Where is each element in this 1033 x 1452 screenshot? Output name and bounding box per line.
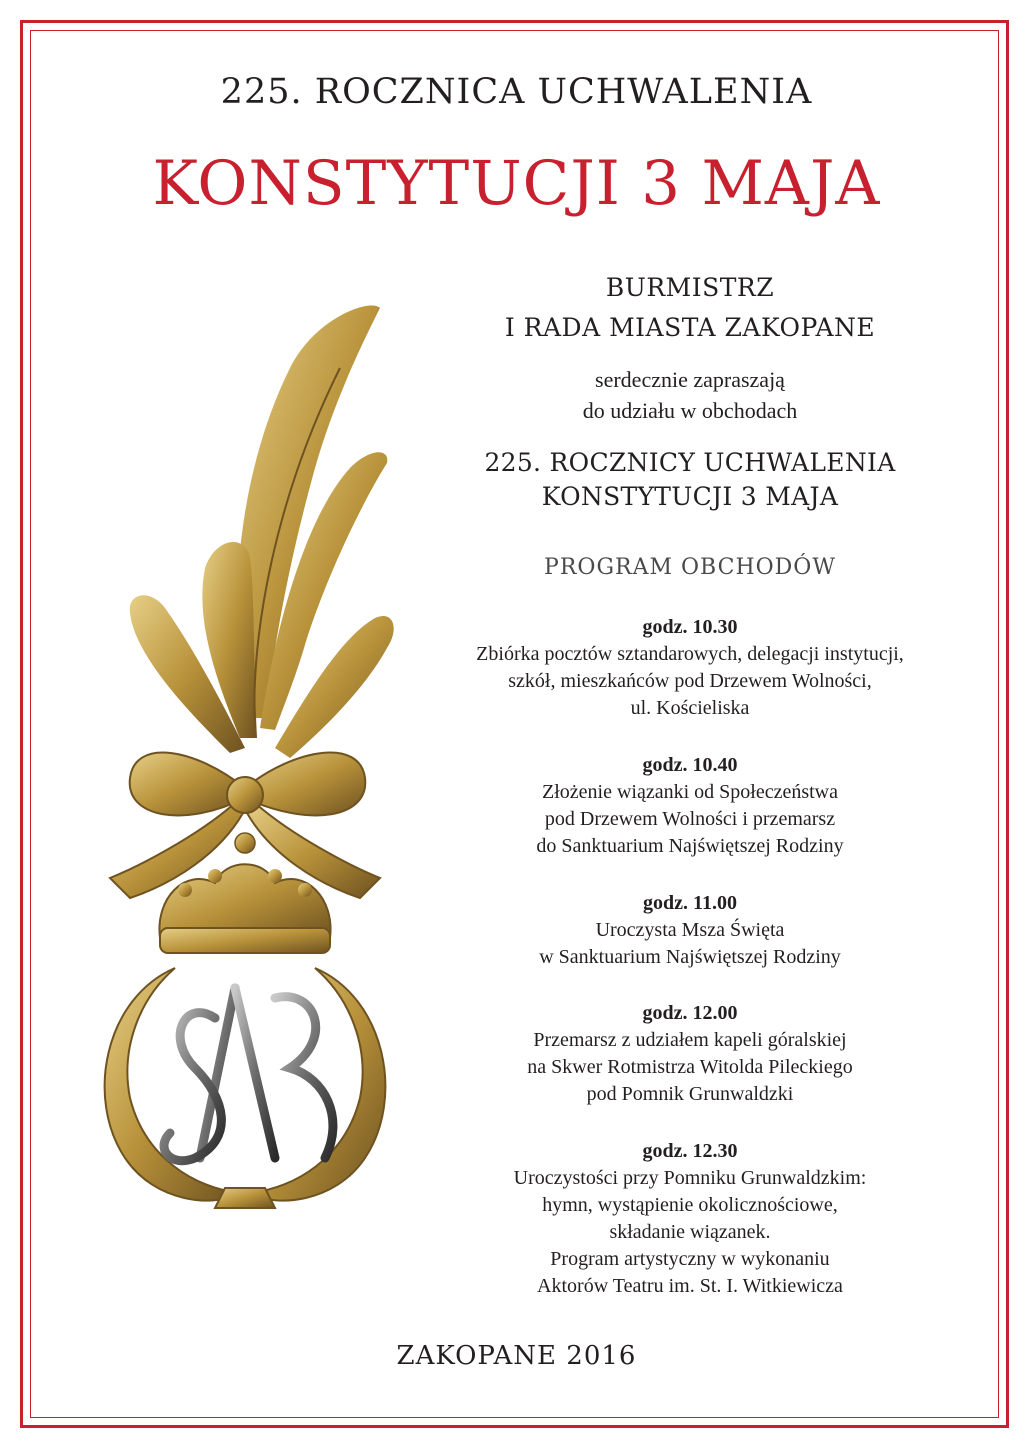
invite-block — [425, 364, 955, 426]
program-item-time: godz. 12.30 — [642, 1140, 738, 1162]
program-item-line: na Skwer Rotmistrza Witolda Pileckiego — [527, 1056, 853, 1078]
program-item — [425, 752, 955, 860]
program-item-time: godz. 11.00 — [643, 892, 737, 914]
program-item-line: w Sanktuarium Najświętszej Rodziny — [539, 946, 841, 968]
event-line-2: KONSTYTUCJI 3 MAJA — [541, 482, 839, 511]
program-item-line: Aktorów Teatru im. St. I. Witkiewicza — [537, 1275, 843, 1297]
program-item-line: Program artystyczny w wykonaniu — [550, 1248, 830, 1270]
program-item-line: do Sanktuarium Najświętszej Rodziny — [536, 835, 844, 857]
program-item — [425, 1000, 955, 1108]
event-line-1: 225. ROCZNICY UCHWALENIA — [484, 448, 896, 477]
page-title-main: KONSTYTUCJI 3 MAJA — [152, 148, 881, 219]
program-item-line: Zbiórka pocztów sztandarowych, delegacji instytucji, — [476, 643, 904, 665]
host-block — [425, 268, 955, 348]
program-title: PROGRAM OBCHODÓW — [544, 555, 836, 580]
program-item-line: szkół, mieszkańców pod Drzewem Wolności, — [508, 670, 872, 692]
program-item-line: pod Drzewem Wolności i przemarsz — [544, 808, 836, 830]
host-line-1: BURMISTRZ — [605, 273, 775, 302]
page-title-top: 225. ROCZNICA UCHWALENIA — [220, 72, 813, 112]
plume-icon — [130, 306, 394, 759]
program-item-time: godz. 10.30 — [642, 616, 738, 638]
program-item-time: godz. 10.40 — [642, 754, 738, 776]
host-line-2: I RADA MIASTA ZAKOPANE — [504, 313, 876, 342]
royal-plume-emblem-icon — [75, 298, 420, 1228]
program-item-line: ul. Kościeliska — [630, 697, 750, 719]
program-item-line: pod Pomnik Grunwaldzki — [586, 1083, 794, 1105]
program-item — [425, 1138, 955, 1300]
program-item-line: Uroczysta Msza Święta — [595, 919, 785, 941]
monogram-icon — [164, 988, 333, 1161]
program-item — [425, 614, 955, 722]
program-item-time: godz. 12.00 — [642, 1002, 738, 1024]
invite-line-1: serdecznie zapraszają — [595, 367, 785, 392]
event-block — [425, 446, 955, 514]
program-item — [425, 890, 955, 971]
program-item-line: Złożenie wiązanki od Społeczeństwa — [542, 781, 838, 803]
program-item-line: Przemarsz z udziałem kapeli góralskiej — [533, 1029, 847, 1051]
program-item-line: hymn, wystąpienie okolicznościowe, — [542, 1194, 838, 1216]
program-item-line: składanie wiązanek. — [609, 1221, 771, 1243]
program-item-line: Uroczystości przy Pomniku Grunwaldzkim: — [513, 1167, 867, 1189]
invite-line-2: do udziału w obchodach — [582, 398, 798, 423]
footer-text: ZAKOPANE 2016 — [396, 1341, 637, 1371]
